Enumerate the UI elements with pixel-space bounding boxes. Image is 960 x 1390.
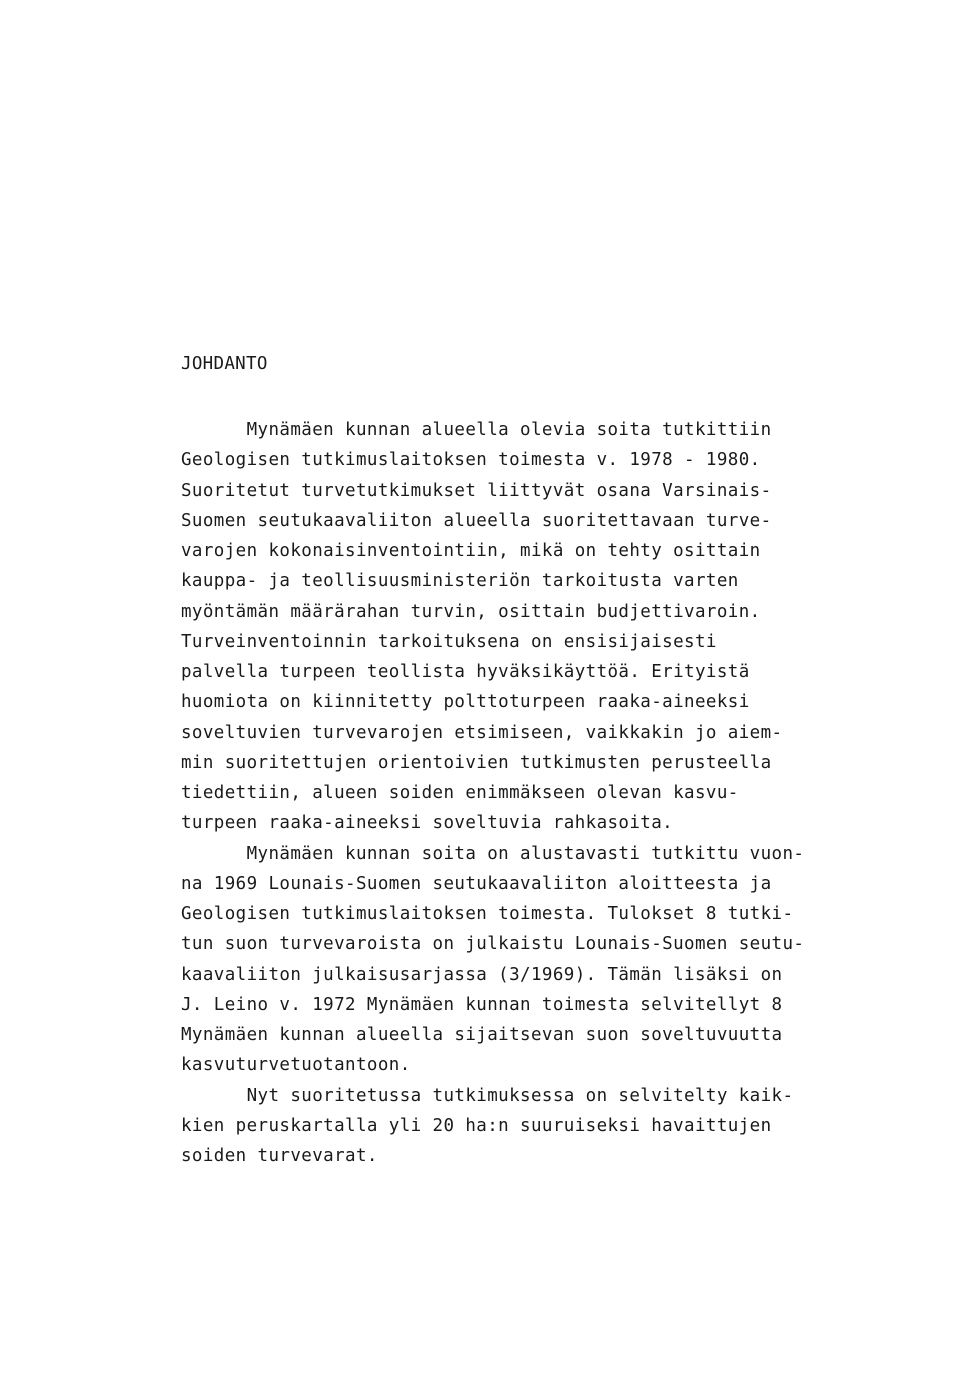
paragraph	[181, 1081, 921, 1172]
text-line: turpeen raaka-aineeksi soveltuvia rahkasoita.	[181, 813, 674, 834]
text-line: Suomen seutukaavaliiton alueella suoritettavaan turve-	[181, 510, 772, 531]
text-line: myöntämän määrärahan turvin, osittain budjettivaroin.	[181, 601, 761, 622]
section-heading: JOHDANTO	[181, 354, 268, 374]
paragraph	[181, 839, 921, 1081]
text-line: Geologisen tutkimuslaitoksen toimesta. Tulokset 8 tutki-	[181, 904, 794, 924]
text-line: Suoritetut turvetutkimukset liittyvät osana Varsinais-	[181, 480, 772, 501]
text-line: tun suon turvevaroista on julkaistu Lounais-Suomen seutu-	[181, 934, 805, 955]
paragraph	[181, 415, 921, 839]
text-line: Geologisen tutkimuslaitoksen toimesta v. 1978 - 1980.	[181, 450, 761, 471]
text-line: huomiota on kiinnitetty polttoturpeen raaka-aineeksi	[181, 692, 750, 713]
text-line: J. Leino v. 1972 Mynämäen kunnan toimesta selvitellyt 8	[181, 994, 783, 1015]
text-line: min suoritettujen orientoivien tutkimusten perusteella	[181, 752, 772, 773]
text-line: na 1969 Lounais-Suomen seutukaavaliiton aloitteesta ja	[181, 873, 772, 894]
text-line: Turveinventoinnin tarkoituksena on ensisijaisesti	[181, 631, 717, 652]
text-line: kasvuturvetuotantoon.	[181, 1055, 411, 1076]
text-line: soiden turvevarat.	[181, 1146, 378, 1166]
text-line: kaavaliiton julkaisusarjassa (3/1969). Tämän lisäksi on	[181, 964, 783, 985]
text-line: Mynämäen kunnan soita on alustavasti tutkittu vuon-	[181, 843, 805, 864]
text-line: varojen kokonaisinventointiin, mikä on tehty osittain	[181, 541, 761, 561]
text-line: Nyt suoritetussa tutkimuksessa on selvitelty kaik-	[181, 1085, 794, 1106]
text-line: Mynämäen kunnan alueella sijaitsevan suon soveltuvuutta	[181, 1025, 783, 1045]
text-line: Mynämäen kunnan alueella olevia soita tutkittiin	[181, 420, 772, 440]
text-line: kien peruskartalla yli 20 ha:n suuruiseksi havaittujen	[181, 1115, 772, 1136]
text-line: palvella turpeen teollista hyväksikäyttöä. Erityistä	[181, 662, 750, 682]
text-line: kauppa- ja teollisuusministeriön tarkoitusta varten	[181, 571, 739, 592]
document-body	[181, 415, 921, 1171]
text-line: soveltuvien turvevarojen etsimiseen, vaikkakin jo aiem-	[181, 722, 783, 743]
text-line: tiedettiin, alueen soiden enimmäkseen olevan kasvu-	[181, 783, 739, 803]
